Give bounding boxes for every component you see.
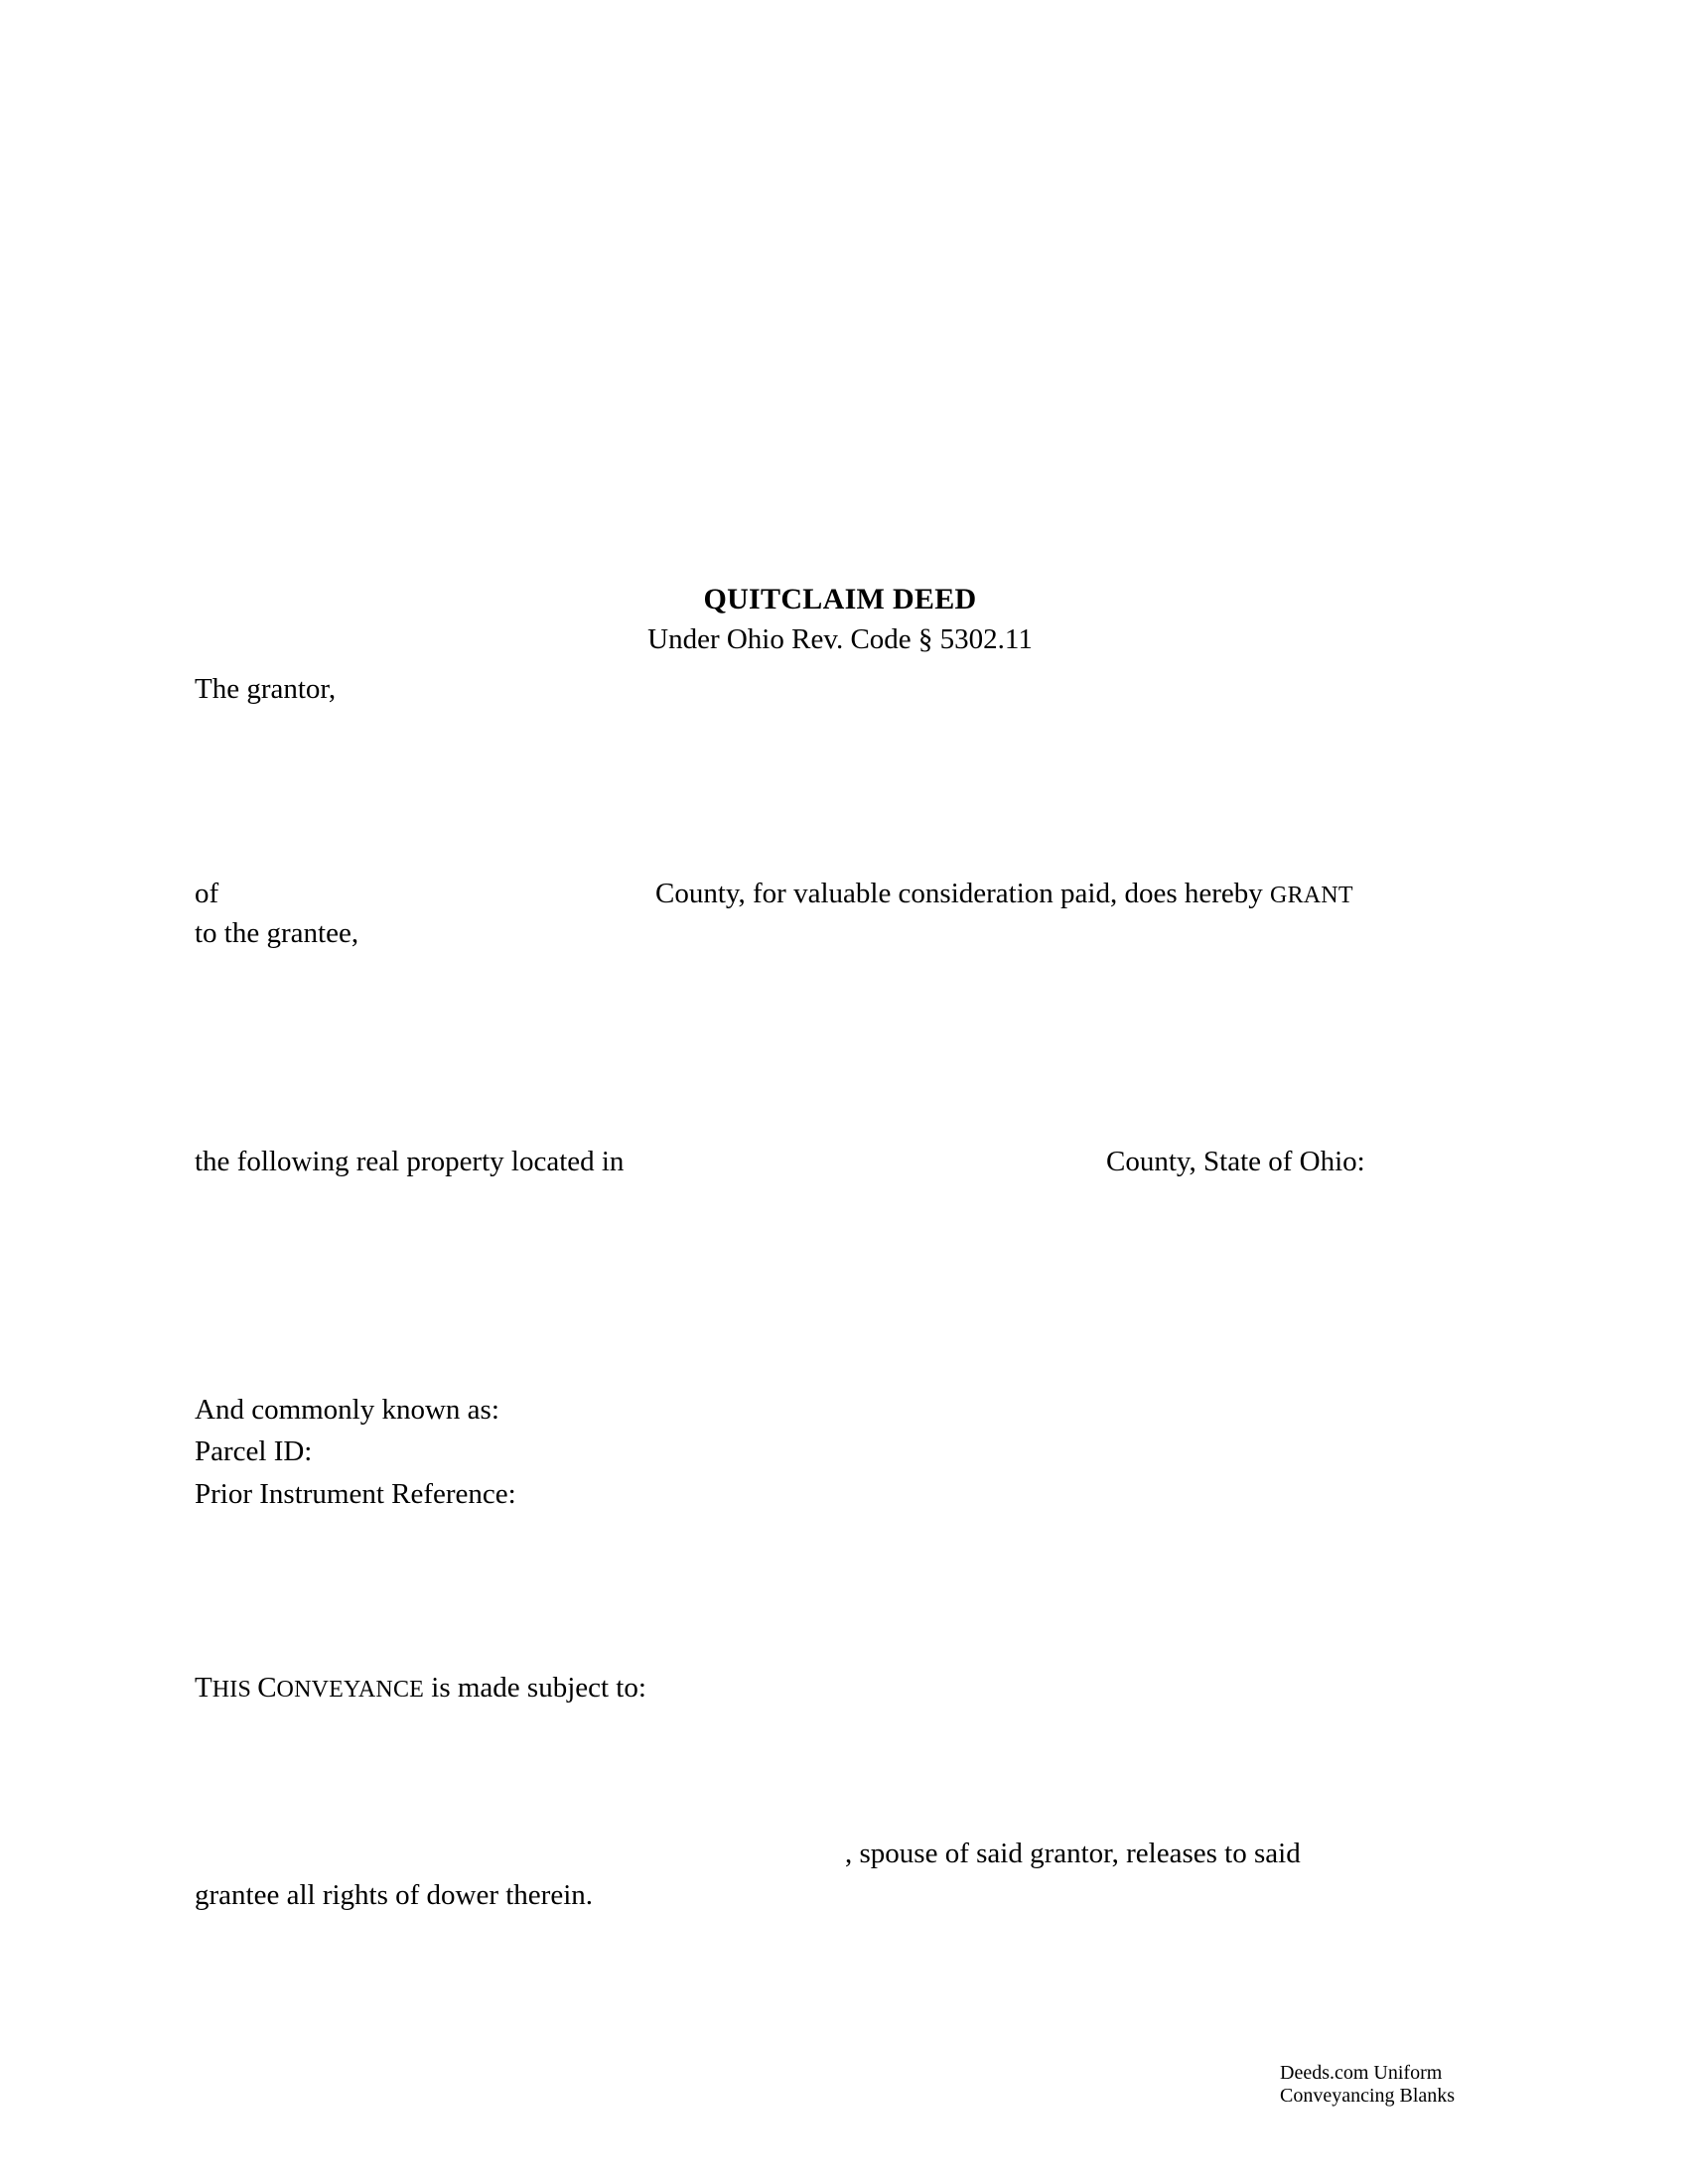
conveyance-this-rest: HIS bbox=[211, 1677, 258, 1703]
grantor-label: The grantor, bbox=[195, 673, 337, 705]
consideration-text: County, for valuable consideration paid, does hereby bbox=[655, 878, 1271, 909]
grant-word: GRANT bbox=[1270, 883, 1353, 908]
conveyance-subject-label bbox=[195, 1668, 646, 1709]
page-title: QUITCLAIM DEED bbox=[703, 583, 977, 615]
footer-credit: Deeds.com Uniform Conveyancing Blanks bbox=[1280, 2062, 1456, 2107]
county-state-label: County, State of Ohio: bbox=[1106, 1146, 1365, 1177]
grantor-county-label: of bbox=[195, 878, 219, 909]
conveyance-this-cap: T bbox=[195, 1672, 212, 1704]
commonly-known-label: And commonly known as: bbox=[195, 1394, 499, 1426]
parcel-id-label: Parcel ID: bbox=[195, 1435, 313, 1467]
consideration-clause bbox=[655, 874, 1353, 915]
spouse-release-clause: , spouse of said grantor, releases to said bbox=[845, 1838, 1301, 1869]
conveyance-word-rest: ONVEYANCE bbox=[276, 1677, 425, 1703]
document-body bbox=[195, 0, 1485, 2184]
conveyance-trailing-text: is made subject to: bbox=[424, 1672, 646, 1704]
property-location-label: the following real property located in bbox=[195, 1146, 625, 1177]
conveyance-c-cap: C bbox=[257, 1672, 277, 1704]
page-subtitle: Under Ohio Rev. Code § 5302.11 bbox=[647, 623, 1033, 655]
dower-rights-clause: grantee all rights of dower therein. bbox=[195, 1879, 594, 1911]
prior-instrument-label: Prior Instrument Reference: bbox=[195, 1478, 516, 1510]
grantee-label: to the grantee, bbox=[195, 917, 359, 949]
